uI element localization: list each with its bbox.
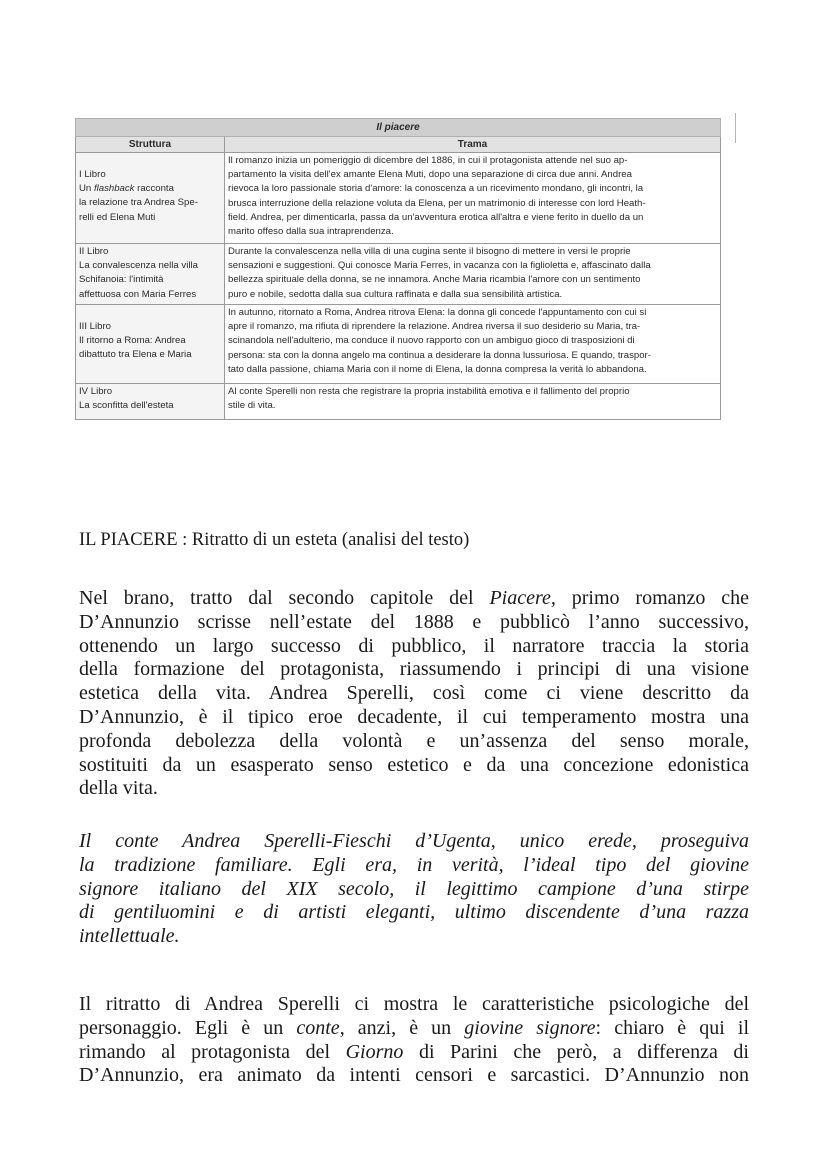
table-row xyxy=(76,244,721,305)
trama-line: puro e nobile, sedotta dalla sua cultura raffinata e dalla sua sensibilità artistica. xyxy=(228,288,563,300)
trama-line: stile di vita. xyxy=(228,400,276,412)
trama-line: sensazioni e suggestioni. Qui conosce Maria Ferres, in vacanza con la figlioletta e, affascinato dalla xyxy=(228,260,651,272)
trama-cell xyxy=(225,244,721,305)
struttura-line: relli ed Elena Muti xyxy=(79,211,156,223)
section-heading: IL PIACERE : Ritratto di un esteta (analisi del testo) xyxy=(79,530,470,550)
trama-line: apre il romanzo, ma rifiuta di riprendere la relazione. Andrea riversa il suo desiderio su Maria, tra- xyxy=(228,321,641,333)
trama-line: partamento la visita dell'ex amante Elena Muti, dopo una separazione di circa due anni. Andrea xyxy=(228,169,632,181)
text-line: personaggio. Egli è un conte, anzi, è un giovine signore: chiaro è qui il xyxy=(79,1016,750,1039)
struttura-line: Schifanoia: l'intimità xyxy=(79,274,164,286)
table-row xyxy=(76,384,721,420)
header-trama: Trama xyxy=(225,137,721,153)
text-line: rimando al protagonista del Giorno di Parini che però, a differenza di xyxy=(79,1040,749,1063)
header-struttura: Struttura xyxy=(76,137,225,153)
text-line: della formazione del protagonista, riassumendo i principi di una visione xyxy=(79,658,749,681)
struttura-line: I Libro xyxy=(79,169,106,180)
text-line: D’Annunzio, è il tipico eroe decadente, il cui temperamento mostra una xyxy=(79,705,749,728)
paragraph-intro xyxy=(79,587,749,801)
struttura-line: La sconfitta dell'esteta xyxy=(79,400,174,412)
quote-line: Il conte Andrea Sperelli-Fieschi d’Ugenta, unico erede, proseguiva xyxy=(79,830,749,852)
trama-cell xyxy=(225,384,721,420)
struttura-line: affettuosa con Maria Ferres xyxy=(79,288,197,300)
flashback-term: flashback xyxy=(93,183,135,195)
quote-passage xyxy=(79,830,749,949)
quote-line: la tradizione familiare. Egli era, in verità, l’ideal tipo del giovine xyxy=(79,853,749,876)
struttura-cell xyxy=(76,153,225,244)
trama-line: Al conte Sperelli non resta che registrare la propria instabilità emotiva e il fallimento del proprio xyxy=(228,386,630,397)
table-row xyxy=(76,153,721,244)
trama-line: tato dalla passione, chiama Maria con il nome di Elena, la donna compresa la verità lo abbandona. xyxy=(228,363,647,375)
quote-line: di gentiluomini e di artisti eleganti, ultimo discendente d’una razza xyxy=(79,901,749,924)
trama-line: persona: sta con la donna angelo ma continua a desiderare la donna lussuriosa. E quando, traspor- xyxy=(228,349,651,361)
table-row xyxy=(76,305,721,384)
struttura-line: dibattuto tra Elena e Maria xyxy=(79,349,192,361)
struttura-line: IV Libro xyxy=(79,386,113,397)
table-title: Il piacere xyxy=(76,119,721,137)
text-line: D’Annunzio scrisse nell’estate del 1888 e pubblicò l’anno successivo, xyxy=(79,610,749,633)
struttura-cell xyxy=(76,384,225,420)
text-line: Il ritratto di Andrea Sperelli ci mostra le caratteristiche psicologiche del xyxy=(79,993,749,1015)
struttura-cell xyxy=(76,305,225,384)
summary-table xyxy=(75,118,721,420)
text-line: della vita. xyxy=(79,777,158,800)
trama-line: field. Andrea, per dimenticarla, passa da un'avventura erotica all'altra e viene ferito in duello da un xyxy=(228,211,644,223)
struttura-line: La convalescenza nella villa xyxy=(79,260,198,272)
struttura-line: la relazione tra Andrea Spe- xyxy=(79,197,198,209)
quote-line: signore italiano del XIX secolo, il legittimo campione d’una stirpe xyxy=(79,877,749,900)
paragraph-analysis xyxy=(79,993,749,1088)
text-line: sostituiti da un esasperato senso estetico e da una concezione edonistica xyxy=(79,753,749,776)
struttura-line: Un flashback racconta xyxy=(79,183,174,195)
trama-line: bellezza spirituale della donna, se ne innamora. Anche Maria ricambia l'amore con un sentimento xyxy=(228,274,641,286)
trama-line: brusca interruzione della relazione voluta da Elena, per un matrimonio di interesse con lord Heath- xyxy=(228,197,646,209)
trama-line: Il romanzo inizia un pomeriggio di dicembre del 1886, in cui il protagonista attende nel suo ap- xyxy=(228,155,628,166)
text-line: profonda debolezza della volontà e un’assenza del senso morale, xyxy=(79,729,749,752)
text-line: ottenendo un largo successo di pubblico, il narratore traccia la storia xyxy=(79,634,749,657)
text-line: D’Annunzio, era animato da intenti censori e sarcastici. D’Annunzio non xyxy=(79,1064,749,1087)
struttura-line: II Libro xyxy=(79,246,109,257)
page-edge-mark xyxy=(735,113,736,143)
trama-line: Durante la convalescenza nella villa di una cugina sente il bisogno di mettere in versi le proprie xyxy=(228,246,631,257)
trama-line: scinandola nell'adulterio, ma conduce il nuovo rapporto con un ambiguo gioco di trasposizioni di xyxy=(228,335,635,347)
trama-cell xyxy=(225,153,721,244)
struttura-cell xyxy=(76,244,225,305)
trama-line: In autunno, ritornato a Roma, Andrea ritrova Elena: la donna gli concede l'appuntamento con cui si xyxy=(228,307,647,318)
trama-line: rievoca la loro passionale storia d'amore: la conoscenza a un ricevimento mondano, gli incontri, la xyxy=(228,183,644,195)
text-line: Nel brano, tratto dal secondo capitole del Piacere, primo romanzo che xyxy=(79,587,750,609)
trama-cell xyxy=(225,305,721,384)
struttura-line: III Libro xyxy=(79,321,111,332)
trama-line: marito offeso dalla sua intraprendenza. xyxy=(228,226,394,238)
text-line: estetica della vita. Andrea Sperelli, così come ci viene descritto da xyxy=(79,682,749,705)
struttura-line: Il ritorno a Roma: Andrea xyxy=(79,335,186,347)
quote-line: intellettuale. xyxy=(79,925,180,948)
